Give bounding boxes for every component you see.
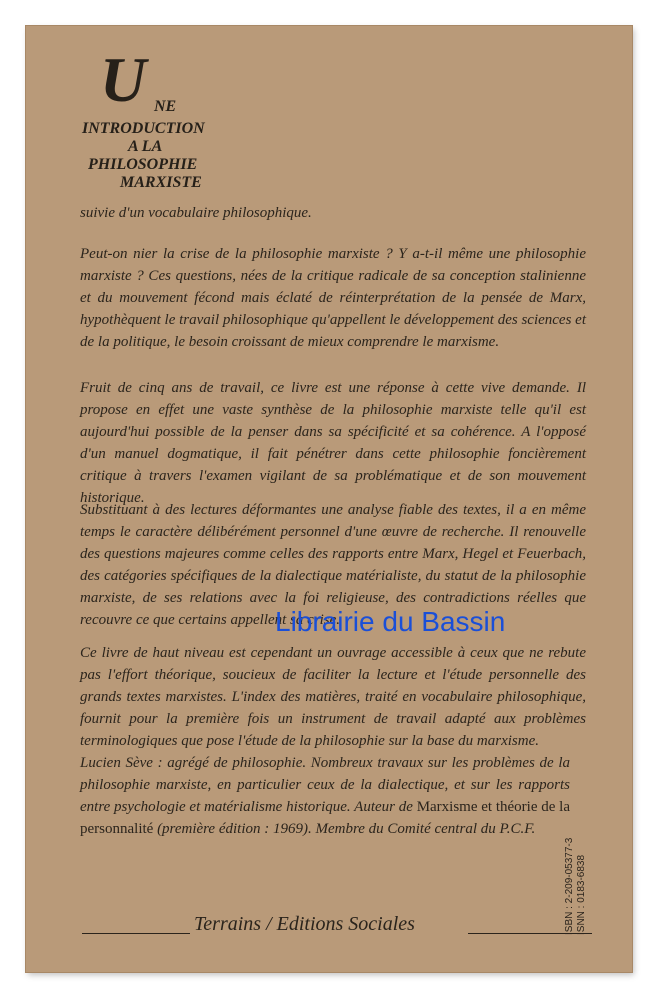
issn-number: ISNN : 0183-6838 bbox=[576, 854, 587, 935]
author-bio bbox=[80, 752, 570, 840]
publisher-name: Terrains / Editions Sociales bbox=[194, 913, 415, 935]
paragraph-1: Peut-on nier la crise de la philosophie marxiste ? Y a-t-il même une philosophie marxiste ? Ces questions, nées de la critique radicale de sa conception stalinienne et du mouvement fécond mais éclaté de réinterprétation de la pensée de Marx, hypothèquent le travail philosophique qu'appellent le développement des sciences et de la politique, le besoin croissant de mieux comprendre le marxisme. bbox=[80, 246, 586, 350]
paragraph-2: Fruit de cinq ans de travail, ce livre est une réponse à cette vive demande. Il propose en effet une vaste synthèse de la philosophie marxiste telle qu'il est aujourd'hui possible de la penser dans sa spécificité et sa cohérence. A l'opposé d'un manuel dogmatique, il fait pénétrer dans cette philosophie foncièrement critique à travers l'examen vigilant de sa problématique et de son mouvement historique. bbox=[80, 380, 586, 506]
title-line-3: PHILOSOPHIE bbox=[88, 156, 198, 173]
bookseller-watermark: Librairie du Bassin bbox=[275, 606, 506, 637]
title-line-2: A LA bbox=[128, 138, 163, 155]
paragraph-3: Substituant à des lectures déformantes une analyse fiable des textes, il a en même temps le caractère délibérément personnel d'une œuvre de recherche. Il renouvelle des questions majeures comme celles des rapports entre Marx, Hegel et Feuerbach, des catégories spécifiques de la dialectique matérialiste, du statut de la philosophie marxiste, de ses relations avec la foi religieuse, des contradictions réelles que recouvre ce que certains appellent sa crise. bbox=[80, 502, 586, 628]
author-book-title: Marxisme et théorie de la personnalité bbox=[80, 799, 571, 837]
publisher-footer bbox=[82, 905, 592, 945]
author-bio-text-1: Lucien Sève : agrégé de philosophie. Nombreux travaux sur les problèmes de la philosophie marxiste, en particulier ceux de la dialectique, et sur les rapports entre psychologie et matérialisme historique. Auteur de bbox=[80, 755, 570, 815]
title-line-4: MARXISTE bbox=[120, 174, 202, 191]
title-line-1: INTRODUCTION bbox=[82, 120, 205, 137]
title-initial-suffix: NE bbox=[154, 98, 177, 115]
author-bio-text-2: (première édition : 1969). Membre du Comité central du P.C.F. bbox=[153, 821, 536, 837]
book-title bbox=[82, 44, 272, 200]
isbn-number: ISBN : 2-209-05377-3 bbox=[564, 837, 575, 935]
footer-rule-left bbox=[82, 933, 190, 934]
paragraph-4: Ce livre de haut niveau est cependant un ouvrage accessible à ceux que ne rebute pas l'effort théorique, soucieux de faciliter la lecture et l'étude personnelle des grands textes marxistes. L'index des matières, traité en vocabulaire philosophique, fournit pour la première fois un instrument de travail adapté aux problèmes terminologiques que pose l'étude de la philosophie sur la base du marxisme. bbox=[80, 645, 586, 749]
footer-rule-right bbox=[468, 933, 592, 934]
subtitle: suivie d'un vocabulaire philosophique. bbox=[80, 205, 312, 221]
title-initial: U bbox=[100, 44, 147, 115]
